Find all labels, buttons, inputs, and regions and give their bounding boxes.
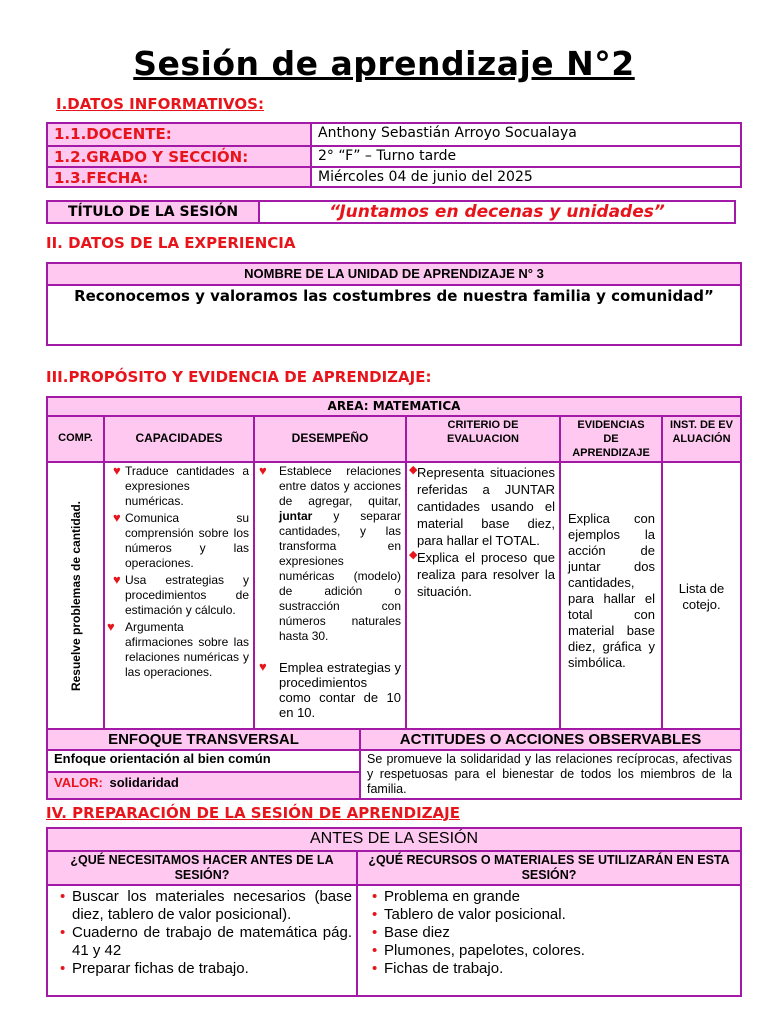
section2-heading: II. DATOS DE LA EXPERIENCIA [46, 234, 296, 252]
session-title-value: “Juntamos en decenas y unidades” [258, 202, 734, 222]
heart-icon: ♥ [259, 659, 267, 674]
heart-icon: ♥ [107, 619, 115, 634]
heart-icon: ♥ [113, 510, 121, 525]
capacidad-item: ♥ Argumenta afirmaciones sobre las relaciones numéricas y las operaciones. [107, 619, 249, 679]
enfoque-header: ENFOQUE TRANSVERSAL [48, 728, 359, 749]
capacidad-item: ♥ Usa estrategias y procedimientos de estimación y cálculo. [113, 572, 249, 617]
valor-row [48, 771, 359, 798]
valor-label: VALOR: [54, 775, 103, 790]
criterio-item: ◆ Explica el proceso que realiza para resolver la situación. [409, 549, 555, 599]
grado-label: 1.2.GRADO Y SECCIÓN: [48, 145, 310, 166]
actitudes-value: Se promueve la solidaridad y las relaciones recíprocas, afectivas y respetuosas para el bienestar de todos los miembros de la familia. [359, 749, 740, 798]
section3-heading: III.PROPÓSITO Y EVIDENCIA DE APRENDIZAJE: [46, 368, 432, 386]
q1-list-cell [48, 884, 356, 995]
desempeno-item: ♥ Establece relaciones entre datos y acciones de agregar, quitar, juntar y separar cantidades, y las transforma en expresiones numéricas (modelo) de adición o sustracción con números naturales hasta 30. [259, 463, 401, 643]
datos-informativos-table [46, 122, 742, 188]
fecha-label: 1.3.FECHA: [48, 166, 310, 186]
comp-header: COMP. [48, 415, 103, 461]
antes-header: ANTES DE LA SESIÓN [48, 829, 740, 850]
heart-icon: ♥ [113, 572, 121, 587]
section1-heading: I.DATOS INFORMATIVOS: [56, 95, 264, 113]
heart-icon: ♥ [113, 463, 121, 478]
capacidades-header: CAPACIDADES [103, 415, 253, 461]
diamond-bullet-icon: ◆ [409, 549, 418, 561]
list-item: • Fichas de trabajo. [368, 960, 736, 978]
grado-value: 2° “F” – Turno tarde [310, 145, 740, 166]
actitudes-header: ACTITUDES O ACCIONES OBSERVABLES [359, 728, 740, 749]
page-title: Sesión de aprendizaje N°2 [133, 44, 635, 83]
enfoque-value: Enfoque orientación al bien común [48, 749, 359, 771]
list-item: • Cuaderno de trabajo de matemática pág. 41 y 42 [56, 924, 352, 960]
area-header: AREA: MATEMATICA [48, 398, 740, 415]
instrumento-cell: Lista de cotejo. [661, 461, 740, 728]
docente-value: Anthony Sebastián Arroyo Socualaya [310, 124, 740, 145]
unidad-label: NOMBRE DE LA UNIDAD DE APRENDIZAJE N° 3 [48, 264, 740, 284]
capacidades-cell [103, 461, 253, 728]
list-item: • Buscar los materiales necesarios (base diez, tablero de valor posicional). [56, 888, 352, 924]
session-title-label: TÍTULO DE LA SESIÓN [67, 204, 239, 220]
q2-header: ¿QUÉ RECURSOS O MATERIALES SE UTILIZARÁN EN ESTA SESIÓN? [356, 850, 740, 884]
list-item: • Tablero de valor posicional. [368, 906, 736, 924]
preparacion-table [46, 827, 742, 997]
criterio-item: ◆ Representa situaciones referidas a JUNTAR cantidades usando el material base diez, para hallar el TOTAL. [409, 464, 555, 548]
desempeno-header: DESEMPEÑO [253, 415, 405, 461]
q1-header: ¿QUÉ NECESITAMOS HACER ANTES DE LA SESIÓN? [48, 850, 356, 884]
capacidad-item: ♥ Traduce cantidades a expresiones numéricas. [113, 463, 249, 508]
list-item: • Preparar fichas de trabajo. [56, 960, 352, 978]
diamond-bullet-icon: ◆ [409, 464, 418, 476]
inst-header: INST. DE EVALUACIÓN [661, 415, 740, 461]
criterio-cell [405, 461, 559, 728]
criterio-header: CRITERIO DE EVALUACION [405, 415, 559, 461]
session-title-row [46, 200, 736, 224]
capacidad-item: ♥ Comunica su comprensión sobre los números y las operaciones. [113, 510, 249, 570]
q2-list-cell [356, 884, 740, 995]
competencia-cell [48, 461, 103, 728]
evidencia-cell: Explica con ejemplos la acción de juntar dos cantidades, para hallar el total con material base diez, gráfica y simbólica. [559, 461, 661, 728]
evidencias-header: EVIDENCIAS DE APRENDIZAJE [559, 415, 661, 461]
list-item: • Problema en grande [368, 888, 736, 906]
proposito-table [46, 396, 742, 800]
competencia-text: Resuelve problemas de cantidad. [68, 500, 83, 691]
docente-label: 1.1.DOCENTE: [54, 125, 172, 143]
section4-heading: IV. PREPARACIÓN DE LA SESIÓN DE APRENDIZAJE [46, 804, 460, 822]
valor-value: solidaridad [109, 775, 179, 790]
unidad-table [46, 262, 742, 346]
fecha-value: Miércoles 04 de junio del 2025 [310, 166, 740, 186]
unidad-name: Reconocemos y valoramos las costumbres de nuestra familia y comunidad” [48, 284, 740, 344]
desempeno-item: ♥ Emplea estrategias y procedimientos como contar de 10 en 10. [259, 659, 401, 720]
heart-icon: ♥ [259, 463, 267, 478]
desempeno-cell [253, 461, 405, 728]
list-item: • Plumones, papelotes, colores. [368, 942, 736, 960]
list-item: • Base diez [368, 924, 736, 942]
